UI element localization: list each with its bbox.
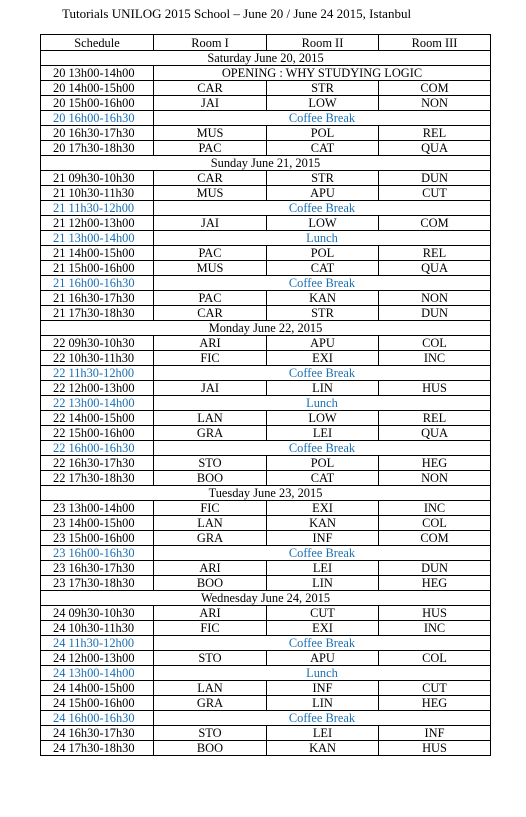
session-row — [41, 186, 491, 201]
break-row — [41, 276, 491, 291]
room-1-course: JAI — [154, 216, 267, 231]
room-1-course: FIC — [154, 621, 267, 636]
break-row — [41, 366, 491, 381]
time-slot: 21 17h30-18h30 — [41, 306, 154, 321]
room-1-course: FIC — [154, 351, 267, 366]
time-slot: 20 15h00-16h00 — [41, 96, 154, 111]
break-row — [41, 636, 491, 651]
day-header-row — [41, 486, 491, 501]
room-2-course: CAT — [267, 471, 379, 486]
time-slot: 20 16h00-16h30 — [41, 111, 154, 126]
session-row — [41, 651, 491, 666]
day-header: Monday June 22, 2015 — [41, 321, 491, 336]
session-row — [41, 141, 491, 156]
room-3-course: COM — [379, 81, 491, 96]
room-2-course: LOW — [267, 411, 379, 426]
break-row — [41, 441, 491, 456]
day-header-row — [41, 156, 491, 171]
room-1-course: CAR — [154, 306, 267, 321]
room-3-course: INC — [379, 501, 491, 516]
room-3-course: DUN — [379, 561, 491, 576]
session-row — [41, 501, 491, 516]
session-row — [41, 456, 491, 471]
break-label: Coffee Break — [154, 711, 491, 726]
room-2-course: KAN — [267, 516, 379, 531]
time-slot: 22 13h00-14h00 — [41, 396, 154, 411]
room-3-course: COM — [379, 531, 491, 546]
room-3-course: REL — [379, 246, 491, 261]
session-row — [41, 381, 491, 396]
time-slot: 24 16h30-17h30 — [41, 726, 154, 741]
session-row — [41, 126, 491, 141]
room-3-course: QUA — [379, 141, 491, 156]
session-row — [41, 696, 491, 711]
room-3-course: HUS — [379, 741, 491, 756]
room-3-course: INC — [379, 621, 491, 636]
session-row — [41, 741, 491, 756]
room-2-course: STR — [267, 171, 379, 186]
room-3-course: COL — [379, 651, 491, 666]
session-row — [41, 81, 491, 96]
room-1-course: PAC — [154, 141, 267, 156]
day-header: Wednesday June 24, 2015 — [41, 591, 491, 606]
time-slot: 23 14h00-15h00 — [41, 516, 154, 531]
time-slot: 24 09h30-10h30 — [41, 606, 154, 621]
room-2-course: POL — [267, 456, 379, 471]
room-3-course: REL — [379, 411, 491, 426]
room-3-course: INF — [379, 726, 491, 741]
room-3-course: DUN — [379, 171, 491, 186]
session-row — [41, 516, 491, 531]
room-1-course: STO — [154, 726, 267, 741]
break-label: Coffee Break — [154, 636, 491, 651]
day-header-row — [41, 51, 491, 66]
document-title: Tutorials UNILOG 2015 School – June 20 / June 24 2015, Istanbul — [62, 6, 412, 21]
break-row — [41, 666, 491, 681]
room-3-course: QUA — [379, 261, 491, 276]
break-label: Coffee Break — [154, 276, 491, 291]
room-1-course: LAN — [154, 681, 267, 696]
room-2-course: LIN — [267, 696, 379, 711]
room-2-course: KAN — [267, 291, 379, 306]
session-row — [41, 621, 491, 636]
room-3-course: COM — [379, 216, 491, 231]
room-3-course: HUS — [379, 381, 491, 396]
break-row — [41, 396, 491, 411]
time-slot: 24 11h30-12h00 — [41, 636, 154, 651]
room-2-course: LIN — [267, 576, 379, 591]
room-2-course: CAT — [267, 261, 379, 276]
room-1-course: BOO — [154, 576, 267, 591]
room-2-course: APU — [267, 651, 379, 666]
room-3-course: COL — [379, 336, 491, 351]
break-label: Coffee Break — [154, 201, 491, 216]
room-1-course: ARI — [154, 606, 267, 621]
room-2-course: APU — [267, 186, 379, 201]
room-1-course: CAR — [154, 81, 267, 96]
room-3-course: NON — [379, 291, 491, 306]
break-label: Coffee Break — [154, 366, 491, 381]
room-2-course: LEI — [267, 426, 379, 441]
session-row — [41, 561, 491, 576]
room-1-course: JAI — [154, 381, 267, 396]
room-1-course: ARI — [154, 336, 267, 351]
room-2-course: STR — [267, 81, 379, 96]
session-row — [41, 531, 491, 546]
room-2-course: LEI — [267, 726, 379, 741]
session-row — [41, 606, 491, 621]
room-2-course: CAT — [267, 141, 379, 156]
room-3-course: HUS — [379, 606, 491, 621]
session-row — [41, 681, 491, 696]
room-1-course: MUS — [154, 261, 267, 276]
room-2-course: LIN — [267, 381, 379, 396]
room-1-course: LAN — [154, 411, 267, 426]
schedule-table — [40, 34, 491, 756]
time-slot: 21 14h00-15h00 — [41, 246, 154, 261]
room-2-course: POL — [267, 246, 379, 261]
room-3-course: HEG — [379, 696, 491, 711]
room-1-course: BOO — [154, 741, 267, 756]
break-row — [41, 546, 491, 561]
day-header-row — [41, 321, 491, 336]
session-row — [41, 306, 491, 321]
room-1-course: GRA — [154, 531, 267, 546]
day-header: Tuesday June 23, 2015 — [41, 486, 491, 501]
time-slot: 24 13h00-14h00 — [41, 666, 154, 681]
time-slot: 20 17h30-18h30 — [41, 141, 154, 156]
break-row — [41, 111, 491, 126]
time-slot: 24 14h00-15h00 — [41, 681, 154, 696]
room-1-course: PAC — [154, 246, 267, 261]
break-row — [41, 711, 491, 726]
break-label: Lunch — [154, 231, 491, 246]
time-slot: 20 16h30-17h30 — [41, 126, 154, 141]
day-header: Saturday June 20, 2015 — [41, 51, 491, 66]
room-3-course: INC — [379, 351, 491, 366]
room-1-course: STO — [154, 456, 267, 471]
column-header-room-1: Room I — [154, 35, 267, 51]
time-slot: 23 16h00-16h30 — [41, 546, 154, 561]
time-slot: 22 11h30-12h00 — [41, 366, 154, 381]
schedule-body — [41, 51, 491, 756]
session-row — [41, 726, 491, 741]
time-slot: 23 16h30-17h30 — [41, 561, 154, 576]
session-row — [41, 246, 491, 261]
time-slot: 22 14h00-15h00 — [41, 411, 154, 426]
room-1-course: STO — [154, 651, 267, 666]
room-1-course: MUS — [154, 186, 267, 201]
session-row — [41, 261, 491, 276]
room-2-course: INF — [267, 531, 379, 546]
time-slot: 22 09h30-10h30 — [41, 336, 154, 351]
time-slot: 21 16h00-16h30 — [41, 276, 154, 291]
session-row — [41, 291, 491, 306]
break-row — [41, 231, 491, 246]
room-3-course: NON — [379, 471, 491, 486]
room-2-course: LEI — [267, 561, 379, 576]
session-row — [41, 216, 491, 231]
room-3-course: CUT — [379, 681, 491, 696]
room-1-course: MUS — [154, 126, 267, 141]
column-header-room-3: Room III — [379, 35, 491, 51]
time-slot: 22 16h30-17h30 — [41, 456, 154, 471]
room-2-course: LOW — [267, 216, 379, 231]
room-1-course: GRA — [154, 426, 267, 441]
time-slot: 23 17h30-18h30 — [41, 576, 154, 591]
room-2-course: POL — [267, 126, 379, 141]
time-slot: 24 15h00-16h00 — [41, 696, 154, 711]
session-row — [41, 336, 491, 351]
session-row — [41, 171, 491, 186]
room-3-course: HEG — [379, 456, 491, 471]
room-3-course: QUA — [379, 426, 491, 441]
time-slot: 23 13h00-14h00 — [41, 501, 154, 516]
room-3-course: CUT — [379, 186, 491, 201]
room-2-course: STR — [267, 306, 379, 321]
room-3-course: NON — [379, 96, 491, 111]
column-header-schedule: Schedule — [41, 35, 154, 51]
session-row — [41, 66, 491, 81]
time-slot: 22 15h00-16h00 — [41, 426, 154, 441]
room-2-course: EXI — [267, 501, 379, 516]
time-slot: 21 16h30-17h30 — [41, 291, 154, 306]
column-header-room-2: Room II — [267, 35, 379, 51]
room-1-course: LAN — [154, 516, 267, 531]
room-2-course: EXI — [267, 621, 379, 636]
break-row — [41, 201, 491, 216]
room-2-course: KAN — [267, 741, 379, 756]
time-slot: 24 17h30-18h30 — [41, 741, 154, 756]
room-3-course: HEG — [379, 576, 491, 591]
room-1-course: ARI — [154, 561, 267, 576]
day-header-row — [41, 591, 491, 606]
room-2-course: LOW — [267, 96, 379, 111]
room-1-course: PAC — [154, 291, 267, 306]
room-2-course: INF — [267, 681, 379, 696]
room-1-course: JAI — [154, 96, 267, 111]
session-row — [41, 471, 491, 486]
session-row — [41, 411, 491, 426]
time-slot: 21 10h30-11h30 — [41, 186, 154, 201]
break-label: Coffee Break — [154, 441, 491, 456]
time-slot: 24 12h00-13h00 — [41, 651, 154, 666]
time-slot: 22 10h30-11h30 — [41, 351, 154, 366]
time-slot: 21 13h00-14h00 — [41, 231, 154, 246]
time-slot: 21 12h00-13h00 — [41, 216, 154, 231]
room-3-course: COL — [379, 516, 491, 531]
time-slot: 24 10h30-11h30 — [41, 621, 154, 636]
time-slot: 20 13h00-14h00 — [41, 66, 154, 81]
time-slot: 22 16h00-16h30 — [41, 441, 154, 456]
session-row — [41, 426, 491, 441]
break-label: Lunch — [154, 666, 491, 681]
header-row — [41, 35, 491, 51]
time-slot: 22 12h00-13h00 — [41, 381, 154, 396]
session-row — [41, 576, 491, 591]
time-slot: 20 14h00-15h00 — [41, 81, 154, 96]
room-2-course: APU — [267, 336, 379, 351]
room-2-course: EXI — [267, 351, 379, 366]
session-row — [41, 96, 491, 111]
time-slot: 23 15h00-16h00 — [41, 531, 154, 546]
time-slot: 24 16h00-16h30 — [41, 711, 154, 726]
room-1-course: GRA — [154, 696, 267, 711]
day-header: Sunday June 21, 2015 — [41, 156, 491, 171]
room-1-course: BOO — [154, 471, 267, 486]
break-label: Coffee Break — [154, 111, 491, 126]
time-slot: 22 17h30-18h30 — [41, 471, 154, 486]
room-1-course: CAR — [154, 171, 267, 186]
room-3-course: REL — [379, 126, 491, 141]
time-slot: 21 15h00-16h00 — [41, 261, 154, 276]
time-slot: 21 11h30-12h00 — [41, 201, 154, 216]
break-label: Lunch — [154, 396, 491, 411]
room-2-course: CUT — [267, 606, 379, 621]
time-slot: 21 09h30-10h30 — [41, 171, 154, 186]
session-row — [41, 351, 491, 366]
room-3-course: DUN — [379, 306, 491, 321]
session-all-rooms: OPENING : WHY STUDYING LOGIC — [154, 66, 491, 81]
room-1-course: FIC — [154, 501, 267, 516]
break-label: Coffee Break — [154, 546, 491, 561]
